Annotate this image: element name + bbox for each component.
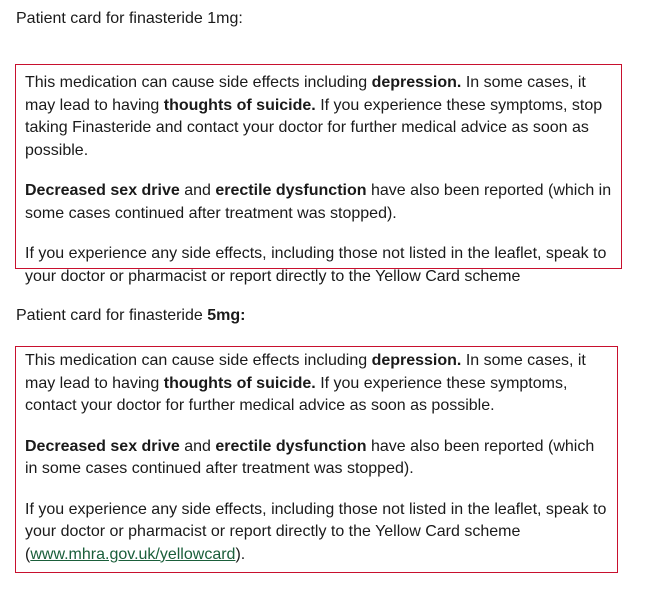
card-5mg-sexual-side-effects-paragraph <box>25 436 608 481</box>
text: have also been reported (which in some cases continued after treatment was stopped). <box>25 437 595 477</box>
bold-erectile-dysfunction: erectile dysfunction <box>215 182 367 199</box>
card-1mg-sexual-side-effects-paragraph <box>25 180 612 225</box>
text: If you experience any side effects, including those not listed in the leaflet, speak to your doctor or pharmacist or report directly to the Yellow Card scheme ( <box>25 500 607 563</box>
patient-card-5mg <box>15 346 618 573</box>
bold-depression: depression. <box>371 352 462 369</box>
bold-decreased-sex-drive: Decreased sex drive <box>25 437 180 455</box>
card-5mg-reporting-paragraph <box>25 499 608 567</box>
bold-suicide: thoughts of suicide. <box>163 374 316 392</box>
bold-5mg: 5mg: <box>207 307 246 324</box>
bold-depression: depression. <box>371 74 462 91</box>
bold-decreased-sex-drive: Decreased sex drive <box>25 182 180 199</box>
card-1mg-warning-paragraph <box>25 72 612 162</box>
bold-suicide: thoughts of suicide. <box>163 96 316 114</box>
text: Patient card for finasteride <box>16 307 208 324</box>
card-5mg-heading <box>16 305 245 327</box>
bold-erectile-dysfunction: erectile dysfunction <box>215 437 367 455</box>
text: have also been reported (which in some cases continued after treatment was stopped). <box>25 182 612 222</box>
card-1mg-heading: Patient card for finasteride 1mg: <box>16 10 243 27</box>
text: ). <box>235 545 246 563</box>
card-1mg-reporting-paragraph: If you experience any side effects, including those not listed in the leaflet, speak to your doctor or pharmacist or report directly to the Yellow Card scheme <box>25 245 607 285</box>
text: This medication can cause side effects including <box>25 74 372 91</box>
patient-card-1mg <box>15 64 622 285</box>
text: This medication can cause side effects including <box>25 352 372 369</box>
text: If you experience these symptoms, stop taking Finasteride and contact your doctor for further medical advice as soon as possible. <box>25 96 603 159</box>
card-5mg-warning-paragraph <box>25 350 608 418</box>
text: and <box>179 437 216 455</box>
text: If you experience these symptoms, contact your doctor for further medical advice as soon as possible. <box>25 374 568 414</box>
yellow-card-link[interactable]: www.mhra.gov.uk/yellowcard <box>30 545 236 563</box>
text: In some cases, it may lead to having <box>25 352 586 392</box>
text: and <box>179 182 216 199</box>
text: In some cases, it may lead to having <box>25 74 586 114</box>
